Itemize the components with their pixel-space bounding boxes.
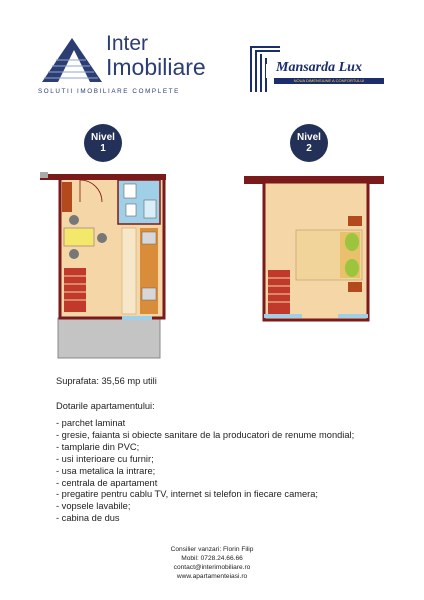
floor-plan-level-2 <box>244 174 384 322</box>
level-2-number: 2 <box>306 143 312 154</box>
features-list <box>56 418 354 525</box>
footer-consultant: Consilier vanzari: Florin Filip <box>170 546 254 553</box>
level-1-number: 1 <box>100 143 106 154</box>
balcony-area <box>58 318 160 358</box>
feature-item: - pregatire pentru cablu TV, internet si telefon in fiecare camera; <box>56 489 319 500</box>
feature-item: - parchet laminat <box>56 418 126 428</box>
level-1-word: Nivel <box>91 132 115 143</box>
logo-mansarda-subtitle: NOUA DIMENSIUNE A CONFORTULUI <box>274 78 384 84</box>
feature-item: - cabina de dus <box>56 513 120 524</box>
loft-stairs <box>268 270 290 314</box>
feature-item: - usi interioare cu furnir; <box>56 453 154 464</box>
logo-imobiliare-text: Imobiliare <box>106 54 206 80</box>
features-title: Dotarile apartamentului: <box>56 401 155 411</box>
level-2-word: Nivel <box>297 132 321 143</box>
logo-inter-text: Inter <box>106 32 149 55</box>
floor-plan-level-1 <box>40 170 172 360</box>
feature-item: - gresie, faianta si obiecte sanitare de la producatori de renume mondial; <box>56 429 355 440</box>
footer-email-link[interactable]: contact@interimobiliare.ro <box>173 564 251 571</box>
pyramid-logo-icon <box>38 32 104 84</box>
stairs <box>64 268 86 312</box>
logo-tagline: SOLUTII IMOBILIARE COMPLETE <box>38 88 180 95</box>
feature-item: - usa metalica la intrare; <box>56 465 156 476</box>
hallway-rug <box>122 228 136 314</box>
dining-table <box>64 228 94 246</box>
closet <box>62 182 72 212</box>
surface-area-text: Suprafata: 35,56 mp utili <box>56 376 157 386</box>
inter-imobiliare-logo <box>38 32 206 102</box>
level-1-badge <box>84 124 122 162</box>
mansarda-lux-logo <box>248 44 390 94</box>
footer-website-link[interactable]: www.apartamenteiasi.ro <box>176 573 248 580</box>
level-2-badge <box>290 124 328 162</box>
footer-phone: Mobil: 0728.24.66.66 <box>181 555 243 562</box>
feature-item: - tamplarie din PVC; <box>56 441 140 452</box>
logo-mansarda-title: Mansarda Lux <box>276 60 362 75</box>
feature-item: - vopsele lavabile; <box>56 501 131 512</box>
feature-item: - centrala de apartament <box>56 477 158 488</box>
